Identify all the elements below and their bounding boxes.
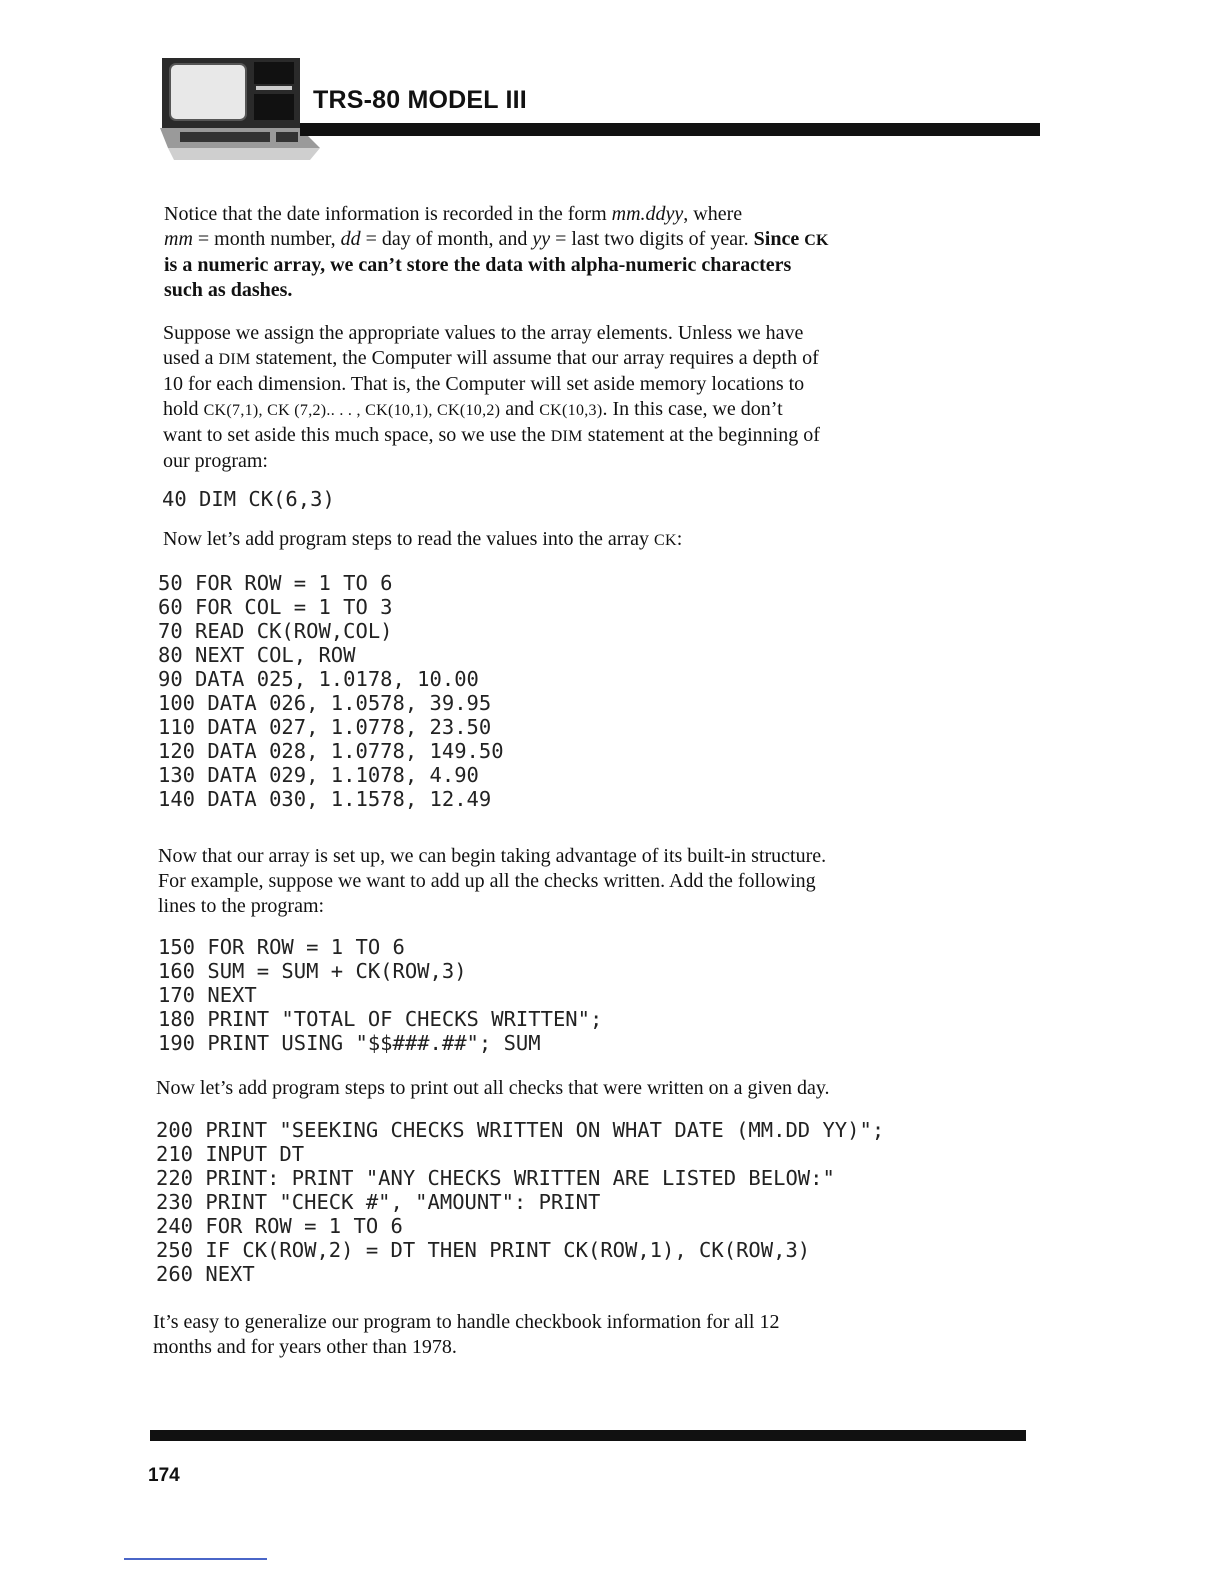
code-line: 50 FOR ROW = 1 TO 6 [158, 571, 393, 595]
code-line: 260 NEXT [156, 1262, 255, 1286]
code-line: 200 PRINT "SEEKING CHECKS WRITTEN ON WHAT DATE (MM.DD YY)"; [156, 1118, 885, 1142]
code-line: 180 PRINT "TOTAL OF CHECKS WRITTEN"; [158, 1007, 603, 1031]
code-line: 220 PRINT: PRINT "ANY CHECKS WRITTEN ARE LISTED BELOW:" [156, 1166, 835, 1190]
footer-rule [150, 1430, 1026, 1441]
code-line: 190 PRINT USING "$$###.##"; SUM [158, 1031, 541, 1055]
code-line: 90 DATA 025, 1.0178, 10.00 [158, 667, 479, 691]
code-line: 150 FOR ROW = 1 TO 6 [158, 935, 405, 959]
code-line: 120 DATA 028, 1.0778, 149.50 [158, 739, 504, 763]
paragraph-date-format: Notice that the date information is recorded in the form mm.ddyy, where mm = month number, dd = day of month, and yy = last two digits of year. Since CK is a numeric array, we can’t store the data with alpha-numeric characters such as dashes. [164, 203, 829, 301]
code-line: 170 NEXT [158, 983, 257, 1007]
trs80-computer-icon [160, 56, 320, 160]
paragraph-generalize: It’s easy to generalize our program to handle checkbook information for all 12 months and for years other than 1978. [153, 1311, 780, 1358]
header-rule [300, 123, 1040, 136]
paragraph-read-values: Now let’s add program steps to read the values into the array CK: [163, 528, 683, 550]
code-line: 110 DATA 027, 1.0778, 23.50 [158, 715, 492, 739]
code-block-read-data [158, 571, 504, 811]
code-block-search [156, 1118, 884, 1286]
code-block-dim [162, 487, 335, 511]
code-line: 40 DIM CK(6,3) [162, 487, 335, 511]
paragraph-sum-checks: Now that our array is set up, we can begin taking advantage of its built-in structure. For example, suppose we want to add up all the checks written. Add the following lines to the program: [158, 845, 827, 917]
paragraph-array-dimensions: Suppose we assign the appropriate values to the array elements. Unless we have used a DIM statement, the Computer will assume that our array requires a depth of 10 for each dimension. That is, the Computer will set aside memory locations to hold CK(7,1), CK (7,2).. . . , CK(10,1), CK(10,2) and CK(10,3). In this case, we don’t want to set aside this much space, so we use the DIM statement at the beginning of our program: [163, 322, 820, 472]
code-line: 100 DATA 026, 1.0578, 39.95 [158, 691, 492, 715]
code-block-total [158, 935, 602, 1055]
paragraph-print-by-day: Now let’s add program steps to print out all checks that were written on a given day. [156, 1077, 830, 1099]
code-line: 230 PRINT "CHECK #", "AMOUNT": PRINT [156, 1190, 601, 1214]
code-line: 140 DATA 030, 1.1578, 12.49 [158, 787, 492, 811]
scan-artifact-line [124, 1558, 267, 1560]
code-line: 160 SUM = SUM + CK(ROW,3) [158, 959, 467, 983]
page-title: TRS-80 MODEL III [313, 86, 527, 114]
page-number: 174 [148, 1465, 180, 1486]
code-line: 250 IF CK(ROW,2) = DT THEN PRINT CK(ROW,1), CK(ROW,3) [156, 1238, 811, 1262]
code-line: 130 DATA 029, 1.1078, 4.90 [158, 763, 479, 787]
code-line: 210 INPUT DT [156, 1142, 305, 1166]
code-line: 80 NEXT COL, ROW [158, 643, 356, 667]
code-line: 240 FOR ROW = 1 TO 6 [156, 1214, 403, 1238]
code-line: 60 FOR COL = 1 TO 3 [158, 595, 393, 619]
code-line: 70 READ CK(ROW,COL) [158, 619, 393, 643]
